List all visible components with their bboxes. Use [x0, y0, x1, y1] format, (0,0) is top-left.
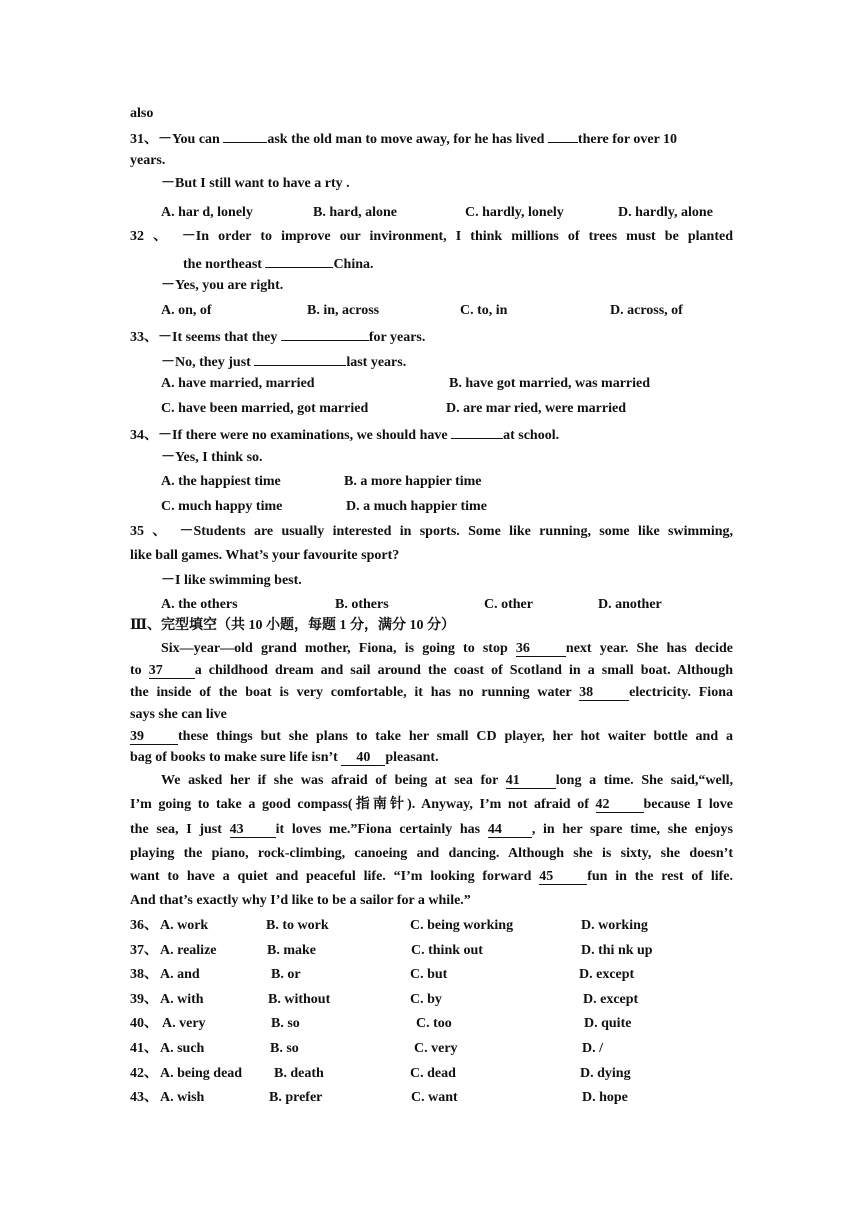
passage-line-4: says she can live — [130, 707, 227, 722]
option-35-c: C. other — [484, 597, 533, 612]
passage-line-2: to 37 a childhood dream and sail around the coast of Scotland in a small boat. Although — [130, 663, 733, 678]
answer-option-d: D. quite — [584, 1016, 632, 1031]
answer-number: 42、 — [130, 1066, 158, 1081]
answer-option-a: A. wish — [160, 1090, 205, 1105]
option-33-c: C. have been married, got married — [161, 401, 369, 416]
option-34-d: D. a much happier time — [346, 499, 487, 514]
passage-line-1: Six—year—old grand mother, Fiona, is going to stop 36 next year. She has decide — [161, 641, 733, 656]
question-35: 35 、 －Students are usually interested in sports. Some like running, some like swimming, — [130, 524, 733, 539]
blank — [548, 128, 578, 143]
answer-option-d: D. except — [583, 992, 639, 1007]
blank-42: 42 — [596, 797, 644, 813]
question-32-reply: －Yes, you are right. — [161, 278, 284, 293]
question-32-line2: the northeast China. — [183, 253, 374, 274]
answer-option-d: D. hope — [582, 1090, 628, 1105]
question-34: 34、－If there were no examinations, we should have at school. — [130, 424, 559, 445]
blank — [223, 128, 267, 143]
passage-line-8: I’m going to take a good compass(指南针). Anyway, I’m not afraid of 42 because I love — [130, 797, 734, 812]
answer-option-c: C. being working — [410, 918, 514, 933]
answer-option-b: B. without — [268, 992, 331, 1007]
blank-43: 43 — [230, 822, 276, 838]
answer-option-a: A. and — [160, 967, 200, 982]
blank — [281, 326, 369, 341]
option-32-d: D. across, of — [610, 303, 683, 318]
option-35-a: A. the others — [161, 597, 238, 612]
passage-line-5: 39 these things but she plans to take her small CD player, her hot waiter bottle and a — [130, 729, 733, 744]
question-34-reply: －Yes, I think so. — [161, 450, 263, 465]
option-35-b: B. others — [335, 597, 389, 612]
option-34-b: B. a more happier time — [344, 474, 482, 489]
blank-44: 44 — [488, 822, 532, 838]
question-31-reply: －But I still want to have a rty . — [161, 176, 350, 191]
passage-line-7: We asked her if she was afraid of being at sea for 41 long a time. She said,“well, — [161, 773, 733, 788]
answer-option-a: A. such — [160, 1041, 205, 1056]
passage-line-10: playing the piano, rock-climbing, canoeing and dancing. Although she is sixty, she doesn’t — [130, 846, 733, 861]
answer-option-b: B. make — [267, 943, 316, 958]
passage-line-12: And that’s exactly why I’d like to be a sailor for a while.” — [130, 893, 471, 908]
answer-option-b: B. so — [271, 1016, 300, 1031]
answer-option-a: A. realize — [160, 943, 217, 958]
answer-option-b: B. or — [271, 967, 301, 982]
option-35-d: D. another — [598, 597, 662, 612]
answer-number: 39、 — [130, 992, 158, 1007]
answer-option-c: C. by — [410, 992, 442, 1007]
question-32: 32 、 －In order to improve our invironment, I think millions of trees must be planted — [130, 229, 734, 244]
blank — [254, 351, 346, 366]
answer-option-a: A. very — [162, 1016, 206, 1031]
answer-option-a: A. with — [160, 992, 204, 1007]
passage-line-9: the sea, I just 43 it loves me.”Fiona certainly has 44 , in her spare time, she enjoys — [130, 822, 733, 837]
answer-number: 38、 — [130, 967, 158, 982]
blank-41: 41 — [506, 773, 556, 789]
passage-line-6: bag of books to make sure life isn’t 40 pleasant. — [130, 750, 439, 765]
answer-option-c: C. want — [411, 1090, 458, 1105]
question-33: 33、－It seems that they for years. — [130, 326, 425, 347]
answer-number: 41、 — [130, 1041, 158, 1056]
blank-45: 45 — [539, 869, 587, 885]
answer-option-c: C. but — [410, 967, 448, 982]
question-31-wrap: years. — [130, 153, 166, 168]
answer-option-b: B. so — [270, 1041, 299, 1056]
option-32-c: C. to, in — [460, 303, 508, 318]
answer-option-d: D. / — [582, 1041, 603, 1056]
answer-number: 37、 — [130, 943, 158, 958]
blank — [451, 424, 503, 439]
answer-option-b: B. prefer — [269, 1090, 323, 1105]
blank-40: 40 — [341, 750, 385, 766]
continued-word: also — [130, 106, 154, 121]
question-35-line2: like ball games. What’s your favourite sport? — [130, 548, 400, 563]
answer-number: 40、 — [130, 1016, 158, 1031]
answer-option-d: D. thi nk up — [581, 943, 653, 958]
option-31-a: A. har d, lonely — [161, 205, 253, 220]
answer-option-d: D. dying — [580, 1066, 631, 1081]
option-33-d: D. are mar ried, were married — [446, 401, 626, 416]
option-31-b: B. hard, alone — [313, 205, 398, 220]
option-31-c: C. hardly, lonely — [465, 205, 564, 220]
option-31-d: D. hardly, alone — [618, 205, 713, 220]
option-34-c: C. much happy time — [161, 499, 283, 514]
option-33-a: A. have married, married — [161, 376, 315, 391]
option-33-b: B. have got married, was married — [449, 376, 651, 391]
blank — [265, 253, 333, 268]
option-32-a: A. on, of — [161, 303, 212, 318]
question-35-reply: －I like swimming best. — [161, 573, 302, 588]
answer-option-c: C. think out — [411, 943, 483, 958]
option-34-a: A. the happiest time — [161, 474, 281, 489]
answer-option-a: A. work — [160, 918, 209, 933]
answer-number: 43、 — [130, 1090, 158, 1105]
answer-option-b: B. death — [274, 1066, 324, 1081]
blank-39: 39 — [130, 729, 178, 745]
blank-38: 38 — [579, 685, 629, 701]
answer-option-a: A. being dead — [160, 1066, 243, 1081]
blank-36: 36 — [516, 641, 566, 657]
answer-option-c: C. very — [414, 1041, 458, 1056]
section-heading: Ⅲ、完型填空（共 10 小题，每题 1 分，满分 10 分） — [130, 618, 456, 633]
answer-option-d: D. working — [581, 918, 648, 933]
answer-number: 36、 — [130, 918, 158, 933]
blank-37: 37 — [149, 663, 195, 679]
passage-line-11: want to have a quiet and peaceful life. “I’m looking forward 45 fun in the rest of life. — [130, 869, 733, 884]
option-32-b: B. in, across — [307, 303, 380, 318]
answer-option-c: C. too — [416, 1016, 452, 1031]
answer-option-d: D. except — [579, 967, 635, 982]
passage-line-3: the inside of the boat is very comfortable, it has no running water 38 electricity. Fiona — [130, 685, 733, 700]
answer-option-b: B. to work — [266, 918, 329, 933]
question-33-reply: －No, they just last years. — [161, 351, 406, 372]
question-31: 31、－You can ask the old man to move away, for he has lived there for over 10 — [130, 128, 677, 149]
answer-option-c: C. dead — [410, 1066, 456, 1081]
